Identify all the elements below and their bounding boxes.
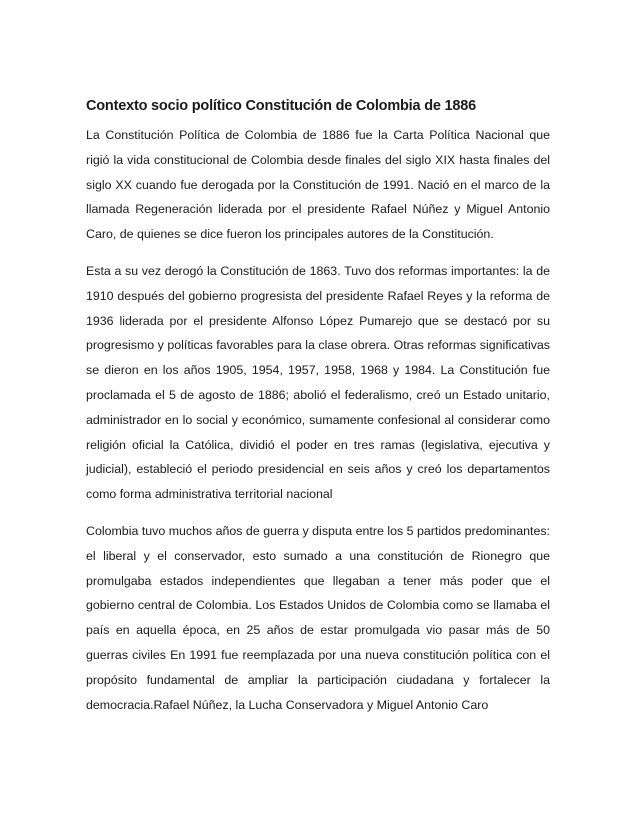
paragraph-1: La Constitución Política de Colombia de 1886 fue la Carta Política Nacional que rigió la vida constitucional de Colombia desde finales del siglo XIX hasta finales del siglo XX cuando fue derogada por la Constitución de 1991. Nació en el marco de la llamada Regeneración liderada por el presidente Rafael Núñez y Miguel Antonio Caro, de quienes se dice fueron los principales autores de la Constitución. (86, 128, 550, 242)
document-body (86, 96, 550, 729)
paragraph-2: Esta a su vez derogó la Constitución de 1863. Tuvo dos reformas importantes: la de 1910 después del gobierno progresista del presidente Rafael Reyes y la reforma de 1936 liderada por el presidente Alfonso López Pumarejo que se destacó por su progresismo y políticas favorables para la clase obrera. Otras reformas significativas se dieron en los años 1905, 1954, 1957, 1958, 1968 y 1984. La Constitución fue proclamada el 5 de agosto de 1886; abolió el federalismo, creó un Estado unitario, administrador en lo social y económico, sumamente confesional al considerar como religión oficial la Católica, dividió el poder en tres ramas (legislativa, ejecutiva y judicial), estableció el periodo presidencial en seis años y creó los departamentos como forma administrativa territorial nacional (86, 263, 550, 502)
document-title: Contexto socio político Constitución de Colombia de 1886 (86, 98, 477, 114)
paragraph-3: Colombia tuvo muchos años de guerra y disputa entre los 5 partidos predominantes: el liberal y el conservador, esto sumado a una constitución de Rionegro que promulgaba estados independientes que llegaban a tener más poder que el gobierno central de Colombia. Los Estados Unidos de Colombia como se llamaba el país en aquella época, en 25 años de estar promulgada vio pasar más de 50 guerras civiles En 1991 fue reemplazada por una nueva constitución política con el propósito fundamental de ampliar la participación ciudadana y fortalecer la democracia.Rafael Núñez, la Lucha Conservadora y Miguel Antonio Caro (86, 523, 550, 712)
